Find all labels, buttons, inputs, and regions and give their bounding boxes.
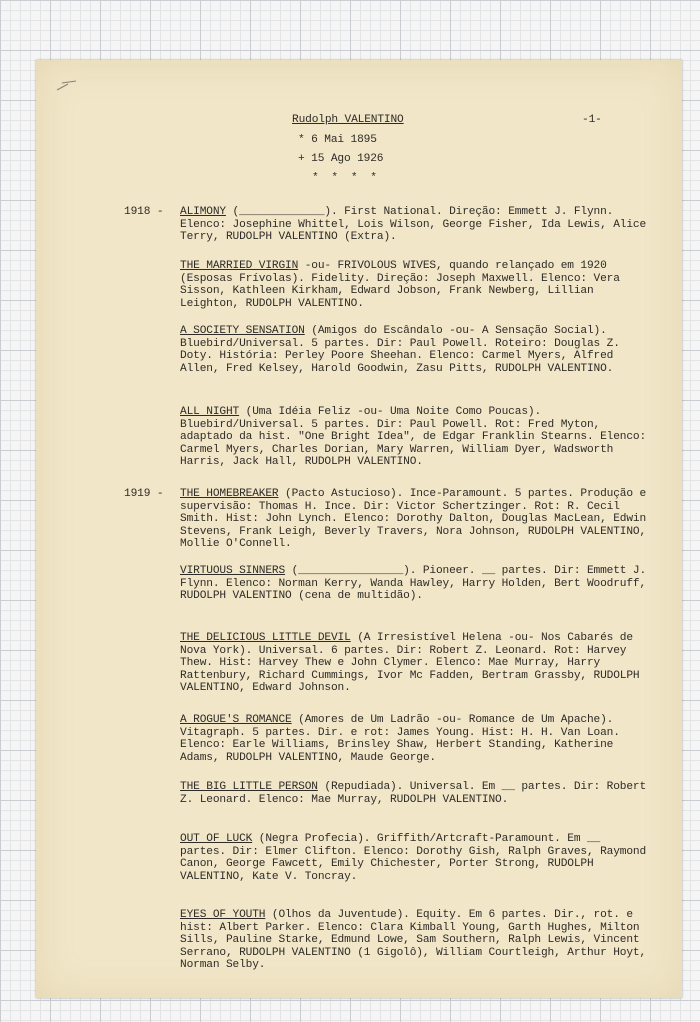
film-entry xyxy=(180,565,653,603)
birth-date: * 6 Mai 1895 xyxy=(298,134,377,146)
film-details: (Uma Idéia Feliz -ou- Uma Noite Como Poucas). Bluebird/Universal. 5 partes. Dir: Paul Powell. Rot: Fred Myton, adaptado da hist. "One Bright Idea", de Edgar Franklin Stearns. Elenco: Carmel Myers, Charles Dorian, Mary Warren, William Dyer, Wadsworth Harris, Jack Hall, RUDOLPH VALENTINO. xyxy=(180,406,653,469)
film-details: (Pacto Astucioso). Ince-Paramount. 5 partes. Produção e supervisão: Thomas H. Ince. Dir: Victor Schertzinger. Rot: R. Cecil Smith. Hist: John Lynch. Elenco: Dorothy Dalton, Douglas MacLean, Edwin Stevens, Frank Leigh, Beverly Travers, Nora Johnson, RUDOLPH VALENTINO, Mollie O'Connell. xyxy=(180,488,653,551)
film-title: A SOCIETY SENSATION xyxy=(180,325,305,337)
film-details: (A Irresistível Helena -ou- Nos Cabarés de Nova York). Universal. 6 partes. Dir: Robert Z. Leonard. Rot: Harvey Thew. Hist: Harvey Thew e John Clymer. Elenco: Mae Murray, Harry Rattenbury, Richard Cummings, Ivor Mc Fadden, Bertram Grassby, RUDOLPH VALENTINO, Edward Johnson. xyxy=(180,632,647,695)
film-entry xyxy=(180,260,650,310)
film-title: THE DELICIOUS LITTLE DEVIL xyxy=(180,632,351,644)
film-details: (Olhos da Juventude). Equity. Em 6 partes. Dir., rot. e hist: Albert Parker. Elenco: Clara Kimball Young, Garth Hughes, Milton Sills, Pauline Starke, Edmund Lowe, Sam Southern, Ralph Lewis, Vincent Serrano, RUDOLPH VALENTINO (1 Gigolô), William Courtleigh, Arthur Hoyt, Norman Selby. xyxy=(180,909,653,972)
film-title: A ROGUE'S ROMANCE xyxy=(180,714,292,726)
film-title: THE MARRIED VIRGIN xyxy=(180,260,299,272)
film-details: (Amores de Um Ladrão -ou- Romance de Um Apache). Vitagraph. 5 partes. Dir. e rot: James Young. Hist: H. H. Van Loan. Elenco: Earle Williams, Brinsley Shaw, Herbert Standing, Katherine Adams, RUDOLPH VALENTINO, Maude George. xyxy=(180,714,627,764)
film-title: VIRTUOUS SINNERS xyxy=(180,565,286,577)
film-details: -ou- FRIVOLOUS WIVES, quando relançado em 1920 (Esposas Frívolas). Fidelity. Direção: Joseph Maxwell. Elenco: Vera Sisson, Kathleen Kirkham, Edward Jobson, Frank Newberg, Lillian Leighton, RUDOLPH VALENTINO. xyxy=(180,260,627,310)
film-title: OUT OF LUCK xyxy=(180,833,253,845)
film-entry xyxy=(180,325,650,375)
subject-name: Rudolph VALENTINO xyxy=(292,114,404,126)
film-entry xyxy=(124,206,653,244)
death-date: + 15 Ago 1926 xyxy=(298,153,384,165)
film-details: (Amigos do Escândalo -ou- A Sensação Social). Bluebird/Universal. 5 partes. Dir: Paul Powell. Roteiro: Douglas Z. Doty. História: Perley Poore Sheehan. Elenco: Carmel Myers, Alfred Allen, Fred Kelsey, Harold Goodwin, Zasu Pitts, RUDOLPH VALENTINO. xyxy=(180,325,627,375)
film-details: (Repudiada). Universal. Em __ partes. Dir: Robert Z. Leonard. Elenco: Mae Murray, RUDOLPH VALENTINO. xyxy=(180,781,653,806)
film-entry xyxy=(180,781,653,806)
film-details: (________________). Pioneer. __ partes. Dir: Emmett J. Flynn. Elenco: Norman Kerry, Wanda Hawley, Harry Holden, Bert Woodruff, RUDOLPH VALENTINO (cena de multidão). xyxy=(180,565,653,603)
pencil-mark xyxy=(56,78,78,92)
film-title: THE BIG LITTLE PERSON xyxy=(180,781,318,793)
separator-stars: * * * * xyxy=(312,172,380,184)
film-title: ALIMONY xyxy=(180,206,226,218)
entry-year: 1918 - xyxy=(124,206,164,218)
film-title: ALL NIGHT xyxy=(180,406,240,418)
film-entry xyxy=(180,714,650,764)
film-entry xyxy=(180,632,650,695)
entry-year: 1919 - xyxy=(124,488,164,500)
film-entry xyxy=(180,833,653,883)
film-details: (Negra Profecia). Griffith/Artcraft-Paramount. Em __ partes. Dir: Elmer Clifton. Elenco: Dorothy Gish, Ralph Graves, Raymond Canon, George Fawcett, Emily Chichester, Porter Strong, RUDOLPH VALENTINO, Kate V. Toncray. xyxy=(180,833,653,883)
film-details: (_____________). First National. Direção: Emmett J. Flynn. Elenco: Josephine Whittel, Lois Wilson, George Fisher, Ida Lewis, Alice Terry, RUDOLPH VALENTINO (Extra). xyxy=(180,206,653,244)
film-entry xyxy=(124,488,653,551)
film-title: THE HOMEBREAKER xyxy=(180,488,279,500)
page-number: -1- xyxy=(582,114,602,126)
film-title: EYES OF YOUTH xyxy=(180,909,266,921)
document-page xyxy=(36,60,682,998)
film-entry xyxy=(180,909,653,972)
film-entry xyxy=(180,406,653,469)
